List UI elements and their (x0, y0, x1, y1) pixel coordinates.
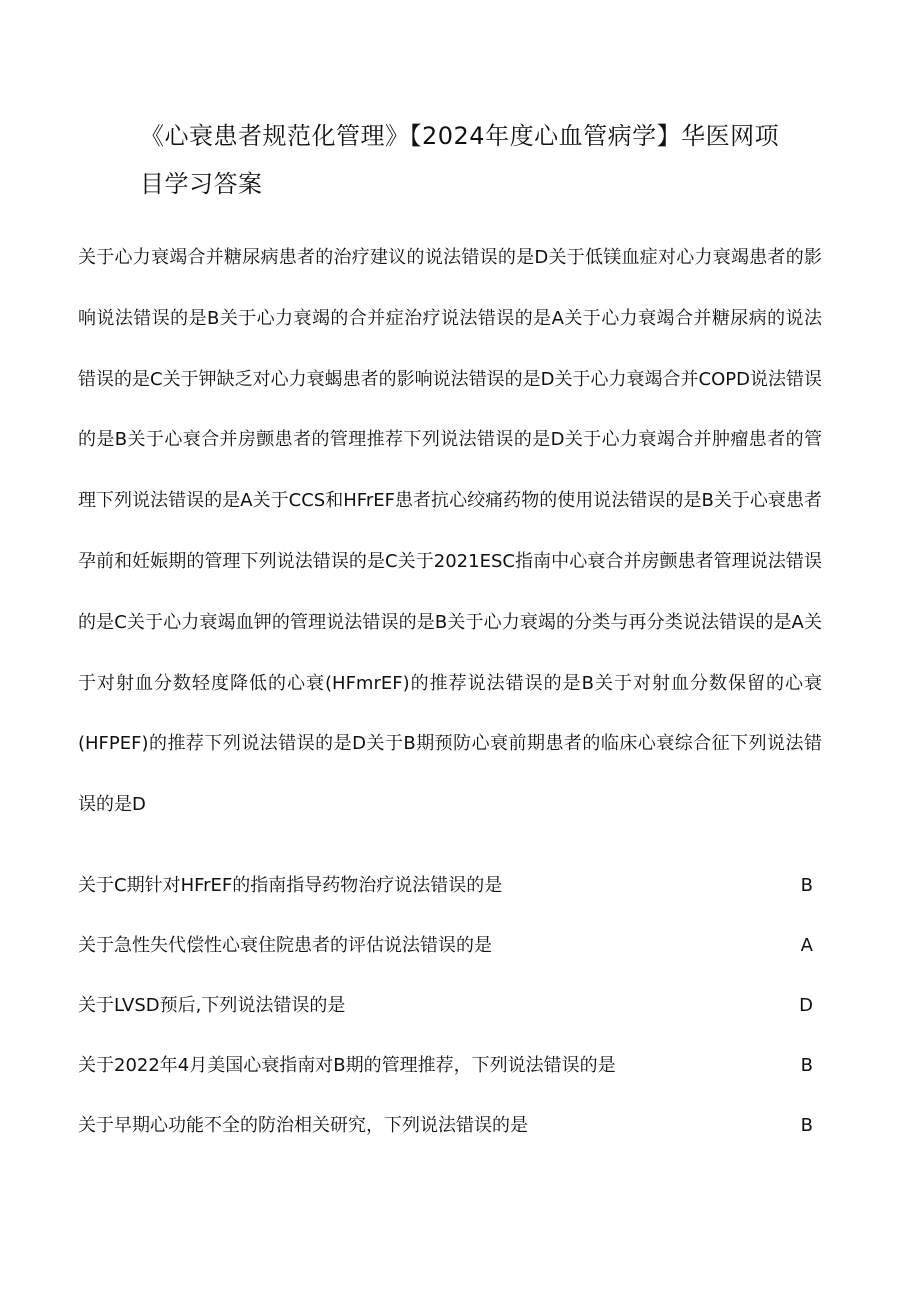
qa-list (78, 856, 823, 1156)
qa-question: 关于LVSD预后,下列说法错误的是 (78, 995, 346, 1016)
qa-answer: B (800, 875, 813, 896)
qa-answer: D (799, 995, 813, 1016)
qa-row (78, 916, 823, 976)
qa-question: 关于C期针对HFrEF的指南指导药物治疗说法错误的是 (78, 875, 503, 896)
qa-answer: B (800, 1055, 813, 1076)
answer-paragraph: 关于心力衰竭合并糖尿病患者的治疗建议的说法错误的是D关于低镁血症对心力衰竭患者的影响说法错误的是B关于心力衰竭的合并症治疗说法错误的是A关于心力衰竭合并糖尿病的说法错误的是C关于钾缺乏对心力衰蝎患者的影响说法错误的是D关于心力衰竭合并COPD说法错误的是B关于心衰合并房颤患者的管理推荐下列说法错误的是D关于心力衰竭合并肿瘤患者的管理下列说法错误的是A关于CCS和HFrEF患者抗心绞痛药物的使用说法错误的是B关于心衰患者孕前和妊娠期的管理下列说法错误的是C关于2021ESC指南中心衰合并房颤患者管理说法错误的是C关于心力衰竭血钾的管理说法错误的是B关于心力衰竭的分类与再分类说法错误的是A关于对射血分数轻度降低的心衰(HFmrEF)的推荐说法错误的是B关于对射血分数保留的心衰(HFPEF)的推荐下列说法错误的是D关于B期预防心衰前期患者的临床心衰综合征下列说法错误的是D (78, 247, 822, 816)
qa-question: 关于急性失代偿性心衰住院患者的评估说法错误的是 (78, 935, 492, 956)
title-line-2: 目学习答案 (140, 170, 263, 198)
qa-question: 关于早期心功能不全的防治相关研究，下列说法错误的是 (78, 1115, 528, 1136)
qa-answer: A (800, 935, 813, 956)
qa-row (78, 856, 823, 916)
qa-question: 关于2022年4月美国心衰指南对B期的管理推荐，下列说法错误的是 (78, 1055, 616, 1076)
title-line-1: 《心衰患者规范化管理》【2024年度心血管病学】华医网项 (140, 122, 780, 150)
qa-row (78, 1096, 823, 1156)
qa-row (78, 1036, 823, 1096)
document-title (140, 112, 840, 208)
qa-answer: B (800, 1115, 813, 1136)
qa-row (78, 976, 823, 1036)
